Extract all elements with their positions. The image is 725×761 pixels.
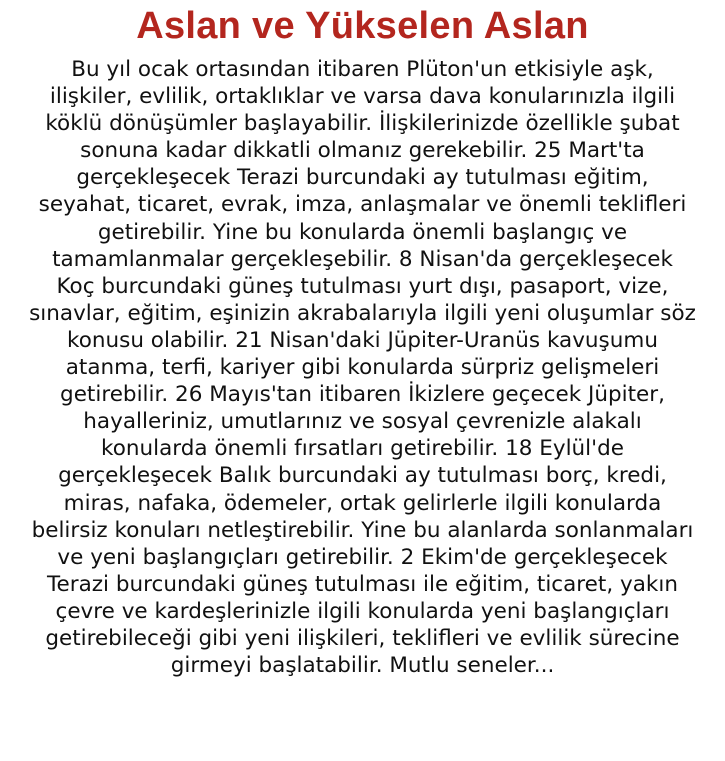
page-title: Aslan ve Yükselen Aslan [136, 5, 589, 47]
paragraph-line: seyahat, ticaret, evrak, imza, anlaşmalar ve önemli teklifleri [38, 192, 687, 218]
paragraph-line: hayalleriniz, umutlarınız ve sosyal çevrenizle alakalı [83, 409, 642, 435]
paragraph-line: sonuna kadar dikkatli olmanız gerekebilir. 25 Mart'ta [80, 138, 645, 164]
paragraph-line: konularda önemli fırsatları getirebilir. 18 Eylül'de [101, 436, 624, 462]
paragraph-line: sınavlar, eğitim, eşinizin akrabalarıyla ilgili yeni oluşumlar söz [29, 300, 696, 326]
paragraph-line: atanma, terfi, kariyer gibi konularda sürpriz gelişmeleri [65, 355, 660, 381]
paragraph-line: Terazi burcundaki güneş tutulması ile eğitim, ticaret, yakın [47, 571, 678, 597]
horoscope-paragraph [4, 56, 721, 679]
paragraph-line: getirebilir. 26 Mayıs'tan itibaren İkizlere geçecek Jüpiter, [60, 382, 665, 408]
paragraph-line: konusu olabilir. 21 Nisan'daki Jüpiter-Uranüs kavuşumu [67, 327, 658, 353]
paragraph-line: Koç burcundaki güneş tutulması yurt dışı, pasaport, vize, [56, 273, 669, 299]
paragraph-line: getirebileceği gibi yeni ilişkileri, teklifleri ve evlilik sürecine [45, 625, 680, 651]
paragraph-line: ve yeni başlangıçları getirebilir. 2 Ekim'de gerçekleşecek [57, 544, 668, 570]
paragraph-line: köklü dönüşümler başlayabilir. İlişkilerinizde özellikle şubat [45, 111, 680, 137]
paragraph-line: gerçekleşecek Balık burcundaki ay tutulması borç, kredi, [58, 463, 667, 489]
paragraph-line: gerçekleşecek Terazi burcundaki ay tutulması eğitim, [76, 165, 649, 191]
paragraph-line: tamamlanmalar gerçekleşebilir. 8 Nisan'da gerçekleşecek [52, 246, 673, 272]
paragraph-line: getirebilir. Yine bu konularda önemli başlangıç ve [97, 219, 628, 245]
paragraph-line: belirsiz konuları netleştirebilir. Yine bu alanlarda sonlanmaları [31, 517, 694, 543]
paragraph-line: ilişkiler, evlilik, ortaklıklar ve varsa dava konularınızla ilgili [49, 84, 676, 110]
paragraph-line: çevre ve kardeşlerinizle ilgili konularda yeni başlangıçları [55, 598, 670, 624]
paragraph-line: girmeyi başlatabilir. Mutlu seneler... [170, 653, 555, 679]
paragraph-line: Bu yıl ocak ortasından itibaren Plüton'un etkisiyle aşk, [71, 57, 654, 82]
paragraph-line: miras, nafaka, ödemeler, ortak gelirlerle ilgili konularda [63, 490, 662, 516]
